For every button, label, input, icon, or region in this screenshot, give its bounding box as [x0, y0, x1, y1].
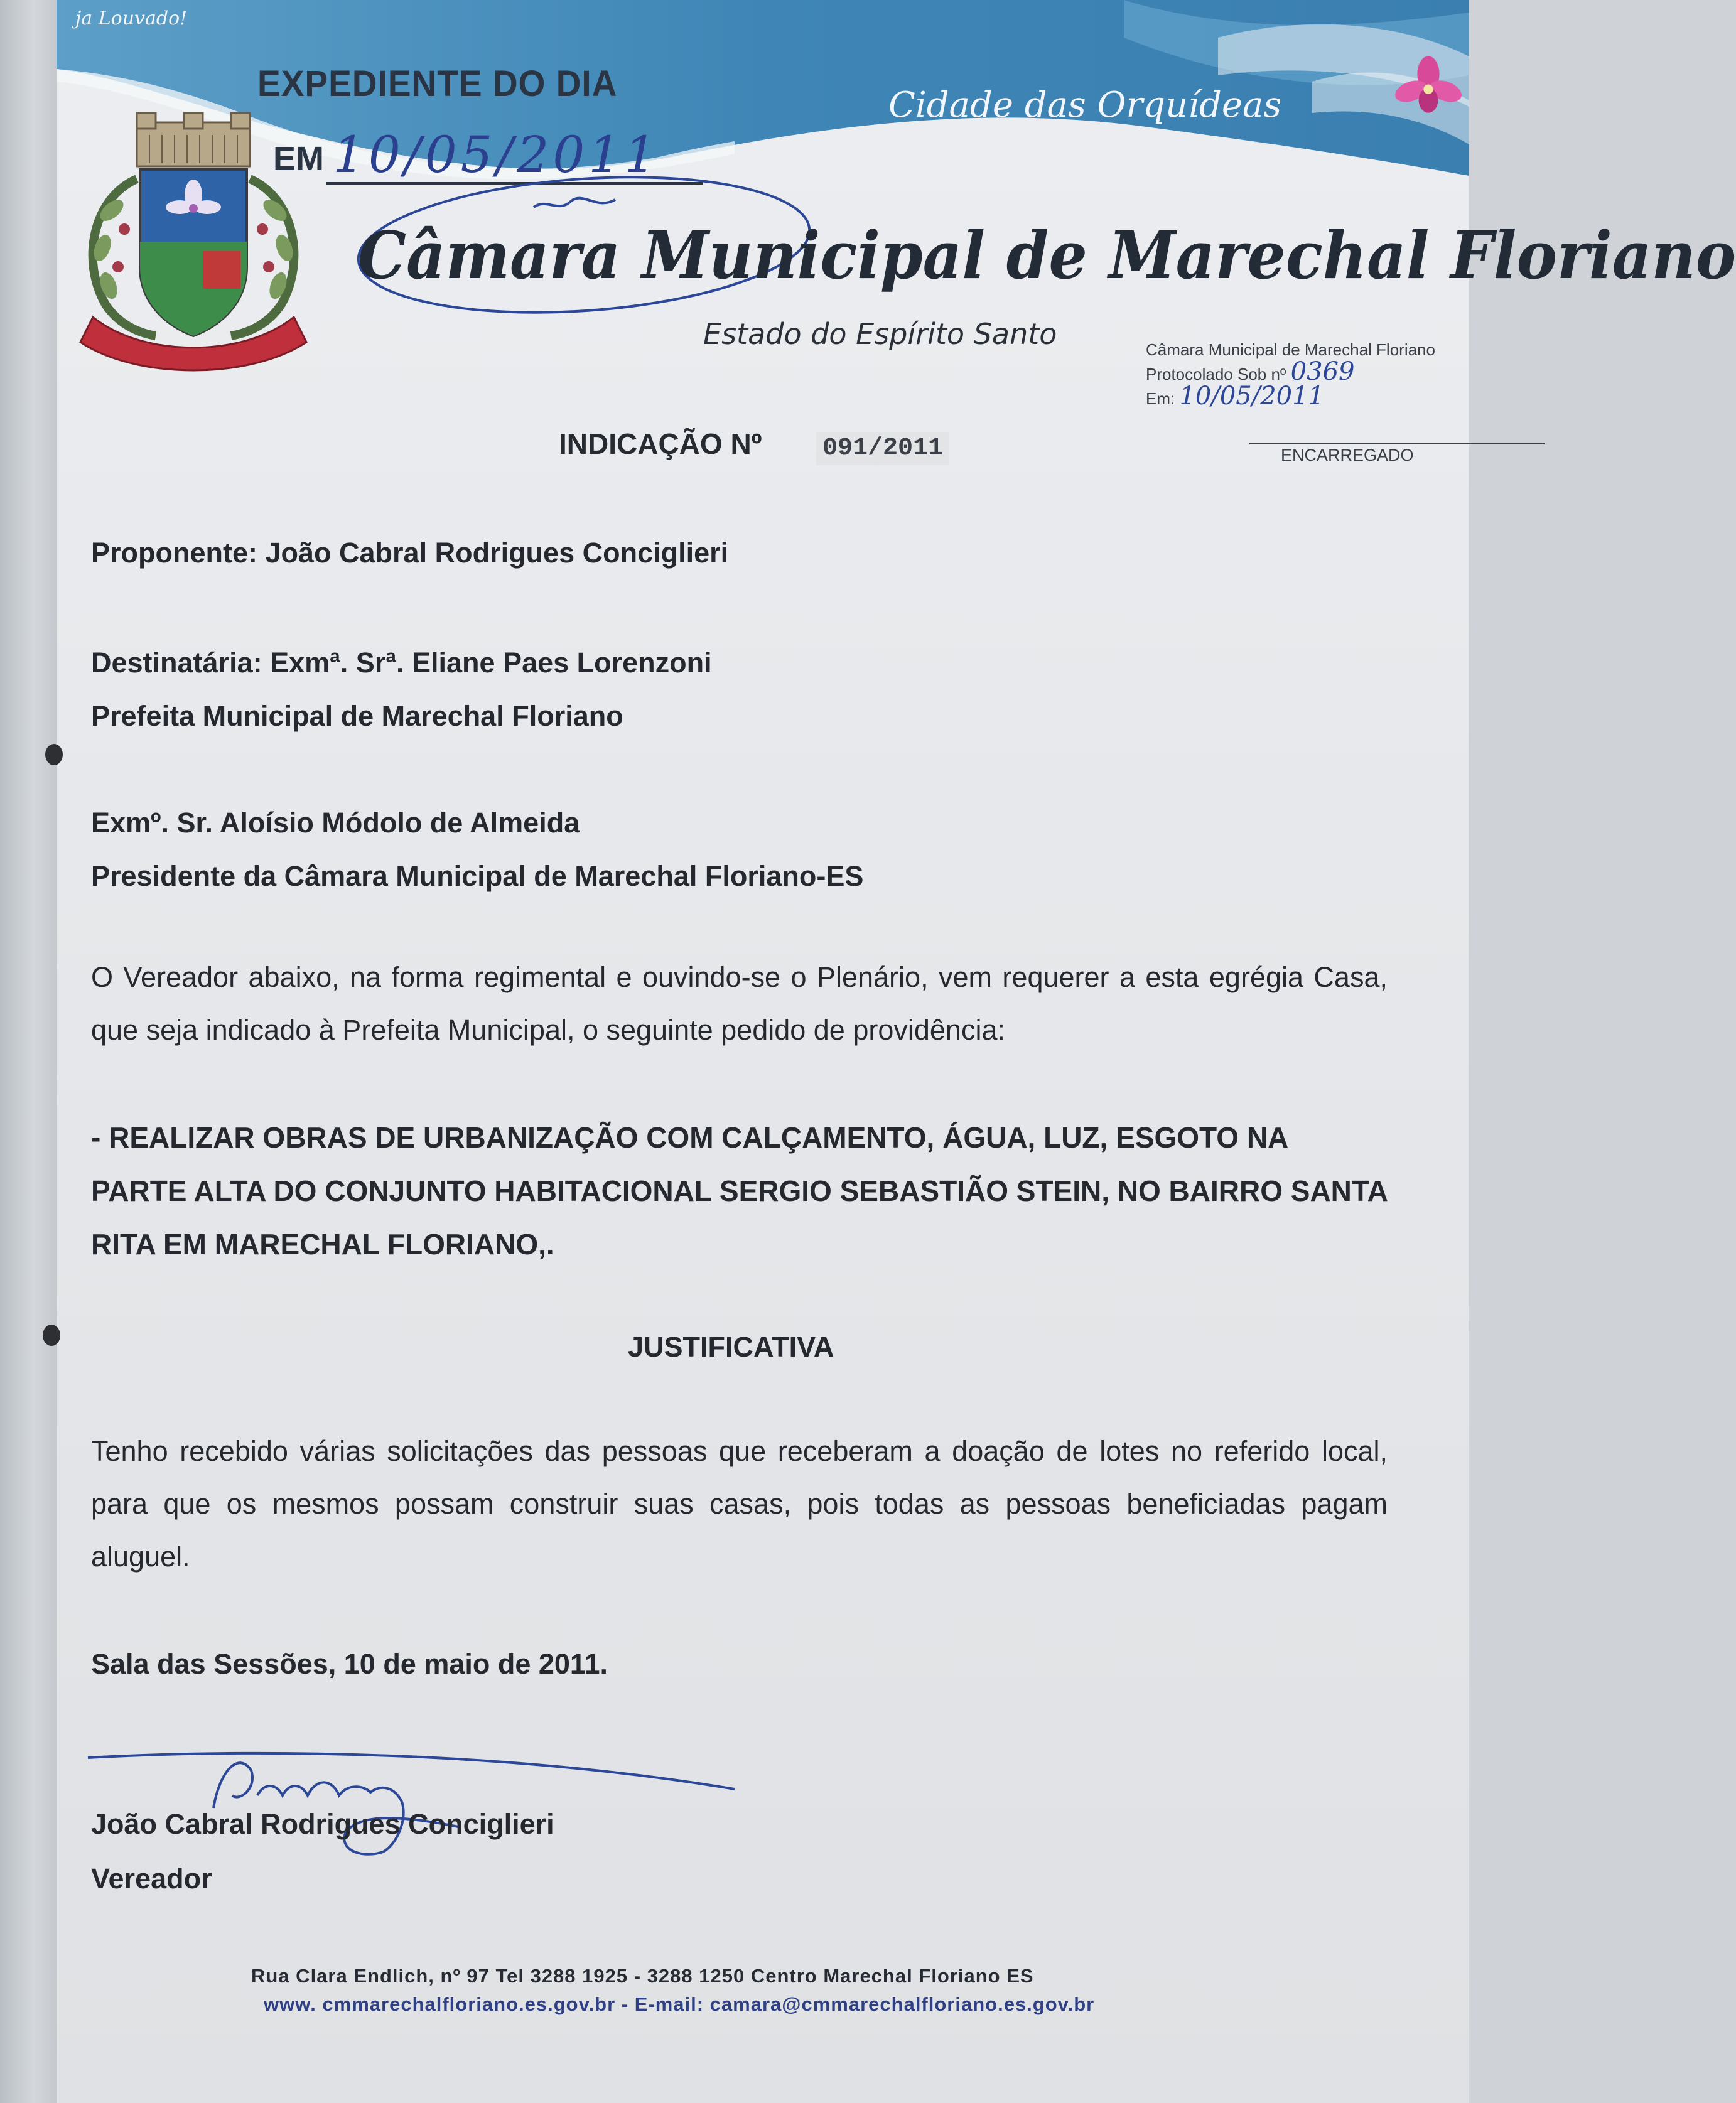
destinataria: Destinatária: Exmª. Srª. Eliane Paes Lorenzoni	[91, 647, 712, 679]
proponente: Proponente: João Cabral Rodrigues Conciglieri	[91, 537, 729, 569]
institution-title: Câmara Municipal de Marechal Floriano	[358, 217, 1736, 294]
signer-name: João Cabral Rodrigues Conciglieri	[91, 1808, 554, 1840]
indicacao-label: INDICAÇÃO Nº	[559, 428, 762, 460]
destinataria-role: Prefeita Municipal de Marechal Floriano	[91, 700, 623, 732]
expediente-title: EXPEDIENTE DO DIA	[257, 63, 618, 104]
protocol-role: ENCARREGADO	[1249, 443, 1545, 465]
signer-role: Vereador	[91, 1863, 212, 1895]
justificativa-title: JUSTIFICATIVA	[628, 1331, 834, 1363]
presidente-role: Presidente da Câmara Municipal de Marechal Floriano-ES	[91, 860, 864, 892]
em-label: EM	[273, 140, 324, 178]
protocol-number-label: Protocolado Sob nº	[1146, 365, 1286, 384]
protocol-stamp	[1146, 339, 1435, 410]
em-date-handwritten: 10/05/2011	[333, 126, 660, 184]
state-subtitle: Estado do Espírito Santo	[703, 317, 1057, 351]
justificativa-paragraph: Tenho recebido várias solicitações das pessoas que receberam a doação de lotes no referido local, para que os mesmos possam construir suas casas, pois todas as pessoas beneficiadas pagam aluguel.	[91, 1435, 1388, 1573]
punch-hole	[43, 1325, 60, 1346]
request-paragraph: - REALIZAR OBRAS DE URBANIZAÇÃO COM CALÇAMENTO, ÁGUA, LUZ, ESGOTO NA PARTE ALTA DO CONJUNTO HABITACIONAL SERGIO SEBASTIÃO STEIN, NO BAIRRO SANTA RITA EM MARECHAL FLORIANO,.	[91, 1121, 1388, 1261]
presidente: Exmº. Sr. Aloísio Módolo de Almeida	[91, 807, 580, 839]
binding-edge	[0, 0, 57, 2103]
header-top-left-text: ja Louvado!	[75, 8, 188, 30]
protocol-stamp-title: Câmara Municipal de Marechal Floriano	[1146, 340, 1435, 359]
indicacao-number: 091/2011	[816, 432, 949, 465]
place-date: Sala das Sessões, 10 de maio de 2011.	[91, 1648, 608, 1680]
signature	[69, 1733, 791, 1871]
footer-address: Rua Clara Endlich, nº 97 Tel 3288 1925 - 3288 1250 Centro Marechal Floriano ES	[251, 1965, 1034, 1987]
intro-paragraph: O Vereador abaixo, na forma regimental e ouvindo-se o Plenário, vem requerer a esta egrégia Casa, que seja indicado à Prefeita Municipal, o seguinte pedido de providência:	[91, 961, 1388, 1046]
punch-hole	[45, 744, 63, 765]
protocol-number: 0369	[1290, 357, 1355, 386]
document-page	[57, 0, 1736, 2103]
orchid-icon	[1394, 53, 1463, 122]
city-slogan: Cidade das Orquídeas	[888, 85, 1282, 126]
protocol-date-row	[1146, 382, 1435, 411]
protocol-date: 10/05/2011	[1179, 382, 1325, 411]
footer-web-email: www. cmmarechalfloriano.es.gov.br - E-mail: camara@cmmarechalfloriano.es.gov.br	[264, 1993, 1095, 2015]
protocol-date-label: Em:	[1146, 389, 1175, 408]
